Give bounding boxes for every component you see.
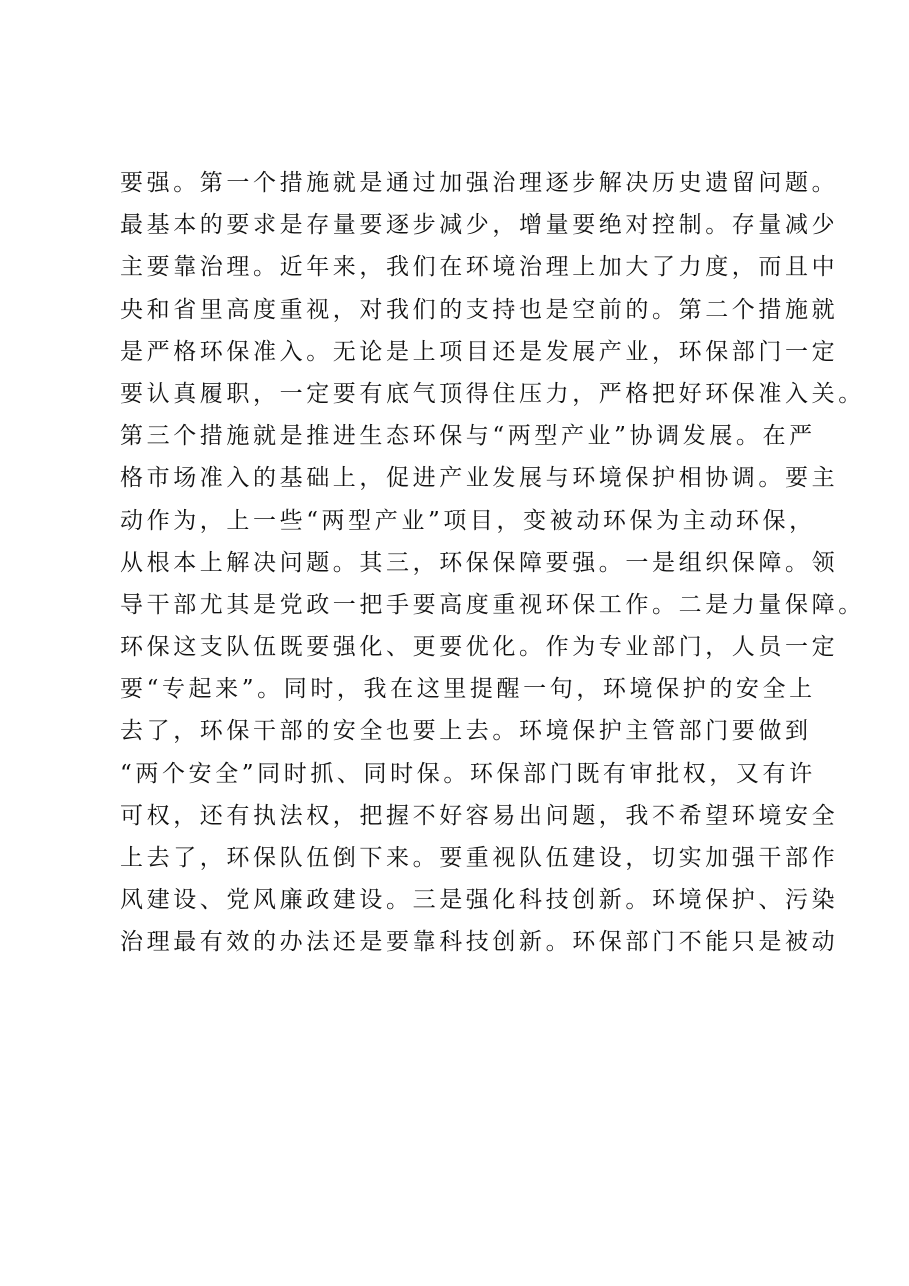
text-line: 风建设、党风廉政建设。三是强化科技创新。环境保护、污染	[120, 887, 839, 914]
text-line: 要认真履职，一定要有底气顶得住压力，严格把好环保准入关。	[120, 380, 865, 407]
text-line: 要“专起来”。同时，我在这里提醒一句，环境保护的安全上	[120, 676, 816, 703]
text-line: 上去了，环保队伍倒下来。要重视队伍建设，切实加强干部作	[120, 845, 839, 871]
text-line: 治理最有效的办法还是要靠科技创新。环保部门不能只是被动	[120, 929, 839, 956]
text-line: 环保这支队伍既要强化、更要优化。作为专业部门，人员一定	[120, 634, 839, 661]
text-line: “两个安全”同时抓、同时保。环保部门既有审批权，又有许	[120, 760, 816, 787]
text-line: 要强。第一个措施就是通过加强治理逐步解决历史遗留问题。	[120, 170, 839, 196]
text-line: 主要靠治理。近年来，我们在环境治理上加大了力度，而且中	[120, 254, 839, 281]
text-line: 最基本的要求是存量要逐步减少，增量要绝对控制。存量减少	[120, 212, 839, 239]
text-line: 去了，环保干部的安全也要上去。环境保护主管部门要做到	[120, 718, 812, 745]
text-line: 可权，还有执法权，把握不好容易出问题，我不希望环境安全	[120, 802, 839, 829]
body-text	[120, 162, 865, 964]
text-line: 导干部尤其是党政一把手要高度重视环保工作。二是力量保障。	[120, 591, 865, 618]
text-line: 第三个措施就是推进生态环保与“两型产业”协调发展。在严	[120, 423, 816, 450]
text-line: 格市场准入的基础上，促进产业发展与环境保护相协调。要主	[120, 465, 839, 492]
text-line: 央和省里高度重视，对我们的支持也是空前的。第二个措施就	[120, 296, 839, 323]
text-line: 从根本上解决问题。其三，环保保障要强。一是组织保障。领	[120, 549, 839, 576]
text-line: 是严格环保准入。无论是上项目还是发展产业，环保部门一定	[120, 338, 839, 365]
text-line: 动作为，上一些“两型产业”项目，变被动环保为主动环保，	[120, 507, 816, 534]
